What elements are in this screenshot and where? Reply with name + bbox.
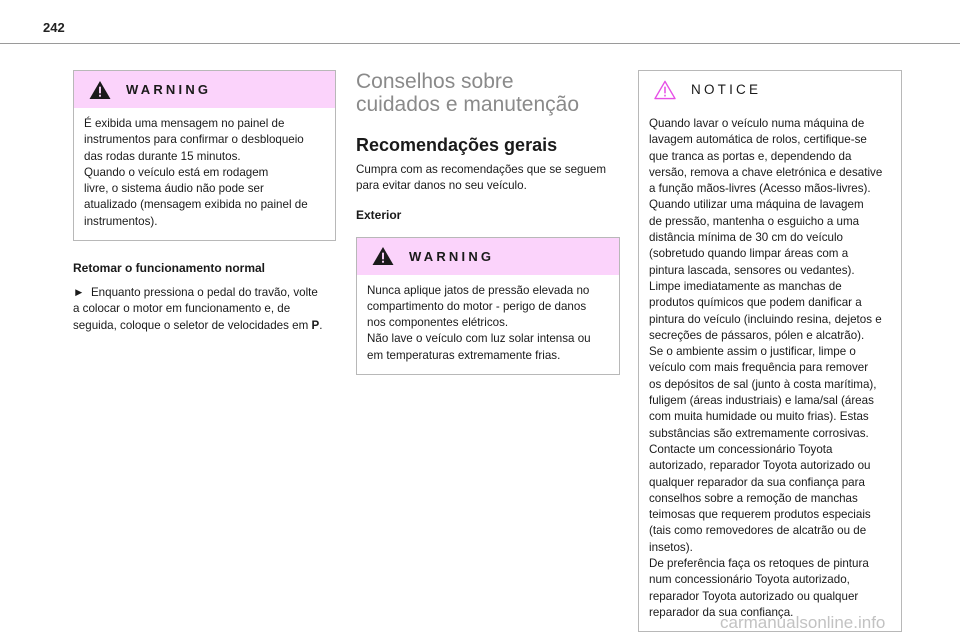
- notice-line: Se o ambiente assim o justificar, limpe o: [649, 345, 856, 359]
- left-column: [73, 70, 336, 334]
- notice-line: de pressão, mantenha o esguicho a uma: [649, 214, 860, 228]
- resume-line-2: a colocar o motor em funcionamento e, de: [73, 302, 291, 316]
- notice-line: Contacte um concessionário Toyota: [649, 442, 833, 456]
- warning-box-header: [357, 238, 619, 275]
- gear-position-p: P: [311, 318, 320, 332]
- exterior-label: Exterior: [356, 207, 402, 222]
- resume-line-3: seguida, coloque o seletor de velocidades em: [73, 318, 309, 332]
- notice-box-header: [639, 71, 901, 108]
- header-divider: [0, 43, 960, 44]
- bullet-arrow-icon: ►: [73, 286, 85, 300]
- watermark: carmanualsonline.info: [720, 613, 886, 632]
- resume-line-1: Enquanto pressiona o pedal do travão, volte: [90, 286, 318, 300]
- notice-line: veículo com mais frequência para remover: [649, 361, 869, 375]
- notice-line: lavagem automática de rolos, certifique-se: [649, 133, 867, 147]
- warning-triangle-icon: [88, 80, 112, 100]
- warning-title: WARNING: [409, 248, 495, 264]
- notice-line: com muita humidade ou muito frias). Estas: [649, 410, 869, 424]
- section-title-line-2: cuidados e manutenção: [356, 93, 579, 116]
- resume-heading: Retomar o funcionamento normal: [73, 261, 266, 276]
- warning-title: WARNING: [126, 82, 212, 97]
- notice-line: De preferência faça os retoques de pintura: [649, 557, 869, 571]
- warning-line: em temperaturas extremamente frias.: [367, 348, 561, 362]
- warning-triangle-icon: [371, 246, 395, 266]
- intro-line-1: Cumpra com as recomendações que se seguem: [356, 163, 607, 176]
- notice-line: Quando lavar o veículo numa máquina de: [649, 117, 865, 130]
- notice-line: qualquer reparador da sua confiança para: [649, 475, 865, 489]
- notice-box-washing: [638, 70, 902, 632]
- warning-line: É exibida uma mensagem no painel de: [84, 117, 285, 130]
- notice-line: num concessionário Toyota autorizado,: [649, 573, 850, 587]
- notice-line: reparador Toyota autorizado ou qualquer: [649, 589, 859, 603]
- notice-line: pintura do veículo (incluindo resina, dejetos e: [649, 312, 882, 326]
- middle-column: [356, 70, 620, 375]
- warning-line: instrumentos).: [84, 214, 158, 228]
- warning-line: nos componentes elétricos.: [367, 316, 509, 330]
- section-title: [356, 70, 620, 116]
- warning-line: atualizado (mensagem exibida no painel de: [84, 198, 308, 212]
- warning-line: livre, o sistema áudio não pode ser: [84, 182, 264, 196]
- warning-body: [74, 108, 335, 240]
- notice-triangle-icon: [653, 80, 677, 100]
- warning-line: compartimento do motor - perigo de danos: [367, 299, 587, 313]
- notice-line: (sobretudo quando limpar áreas com a: [649, 247, 849, 261]
- section-title-line-1: Conselhos sobre: [356, 70, 514, 93]
- notice-line: Limpe imediatamente as manchas de: [649, 279, 842, 293]
- notice-line: autorizado, reparador Toyota autorizado ou: [649, 459, 871, 473]
- warning-box-header: [74, 71, 335, 108]
- resume-instructions: [73, 285, 336, 334]
- notice-line: teimosas que requerem produtos especiais: [649, 508, 871, 522]
- resume-line-3-end: .: [319, 318, 323, 332]
- notice-line: substâncias são extremamente corrosivas.: [649, 426, 869, 440]
- warning-box-wheels: [73, 70, 336, 241]
- notice-line: conselhos sobre a remoção de manchas: [649, 491, 858, 505]
- notice-title: NOTICE: [691, 82, 762, 97]
- notice-line: fuligem (áreas industriais) e lama/sal (áreas: [649, 394, 874, 408]
- warning-line: Nunca aplique jatos de pressão elevada no: [367, 283, 590, 297]
- notice-line: insetos).: [649, 540, 693, 554]
- notice-line: que tranca as portas e, dependendo da: [649, 149, 852, 163]
- intro-text: [356, 162, 620, 195]
- notice-line: pintura lascada, sensores ou vedantes).: [649, 263, 855, 277]
- warning-box-exterior: [356, 237, 620, 375]
- right-column: [638, 70, 902, 632]
- notice-line: versão, remova a chave eletrónica e desative: [649, 165, 883, 179]
- notice-line: produtos químicos que podem danificar a: [649, 296, 862, 310]
- notice-line: Quando utilizar uma máquina de lavagem: [649, 198, 864, 212]
- warning-line: das rodas durante 15 minutos.: [84, 149, 241, 163]
- intro-line-2: para evitar danos no seu veículo.: [356, 179, 527, 193]
- notice-line: a função mãos-livres (Acesso mãos-livres).: [649, 182, 871, 196]
- page-number: 242: [43, 20, 65, 35]
- warning-line: Quando o veículo está em rodagem: [84, 165, 269, 179]
- warning-line: instrumentos para confirmar o desbloqueio: [84, 133, 304, 147]
- notice-body: [639, 108, 901, 631]
- notice-line: (tais como removedores de alcatrão ou de: [649, 524, 867, 538]
- notice-line: distância mínima de 30 cm do veículo: [649, 231, 843, 245]
- notice-line: reparador da sua confiança.: [649, 605, 794, 619]
- notice-line: os depósitos de sal (junto à costa marítima),: [649, 377, 877, 391]
- general-recommendations-title: Recomendações gerais: [356, 135, 558, 155]
- notice-line: secreções de pássaros, pólen e alcatrão).: [649, 328, 865, 342]
- warning-body: [357, 275, 619, 374]
- warning-line: Não lave o veículo com luz solar intensa ou: [367, 332, 591, 346]
